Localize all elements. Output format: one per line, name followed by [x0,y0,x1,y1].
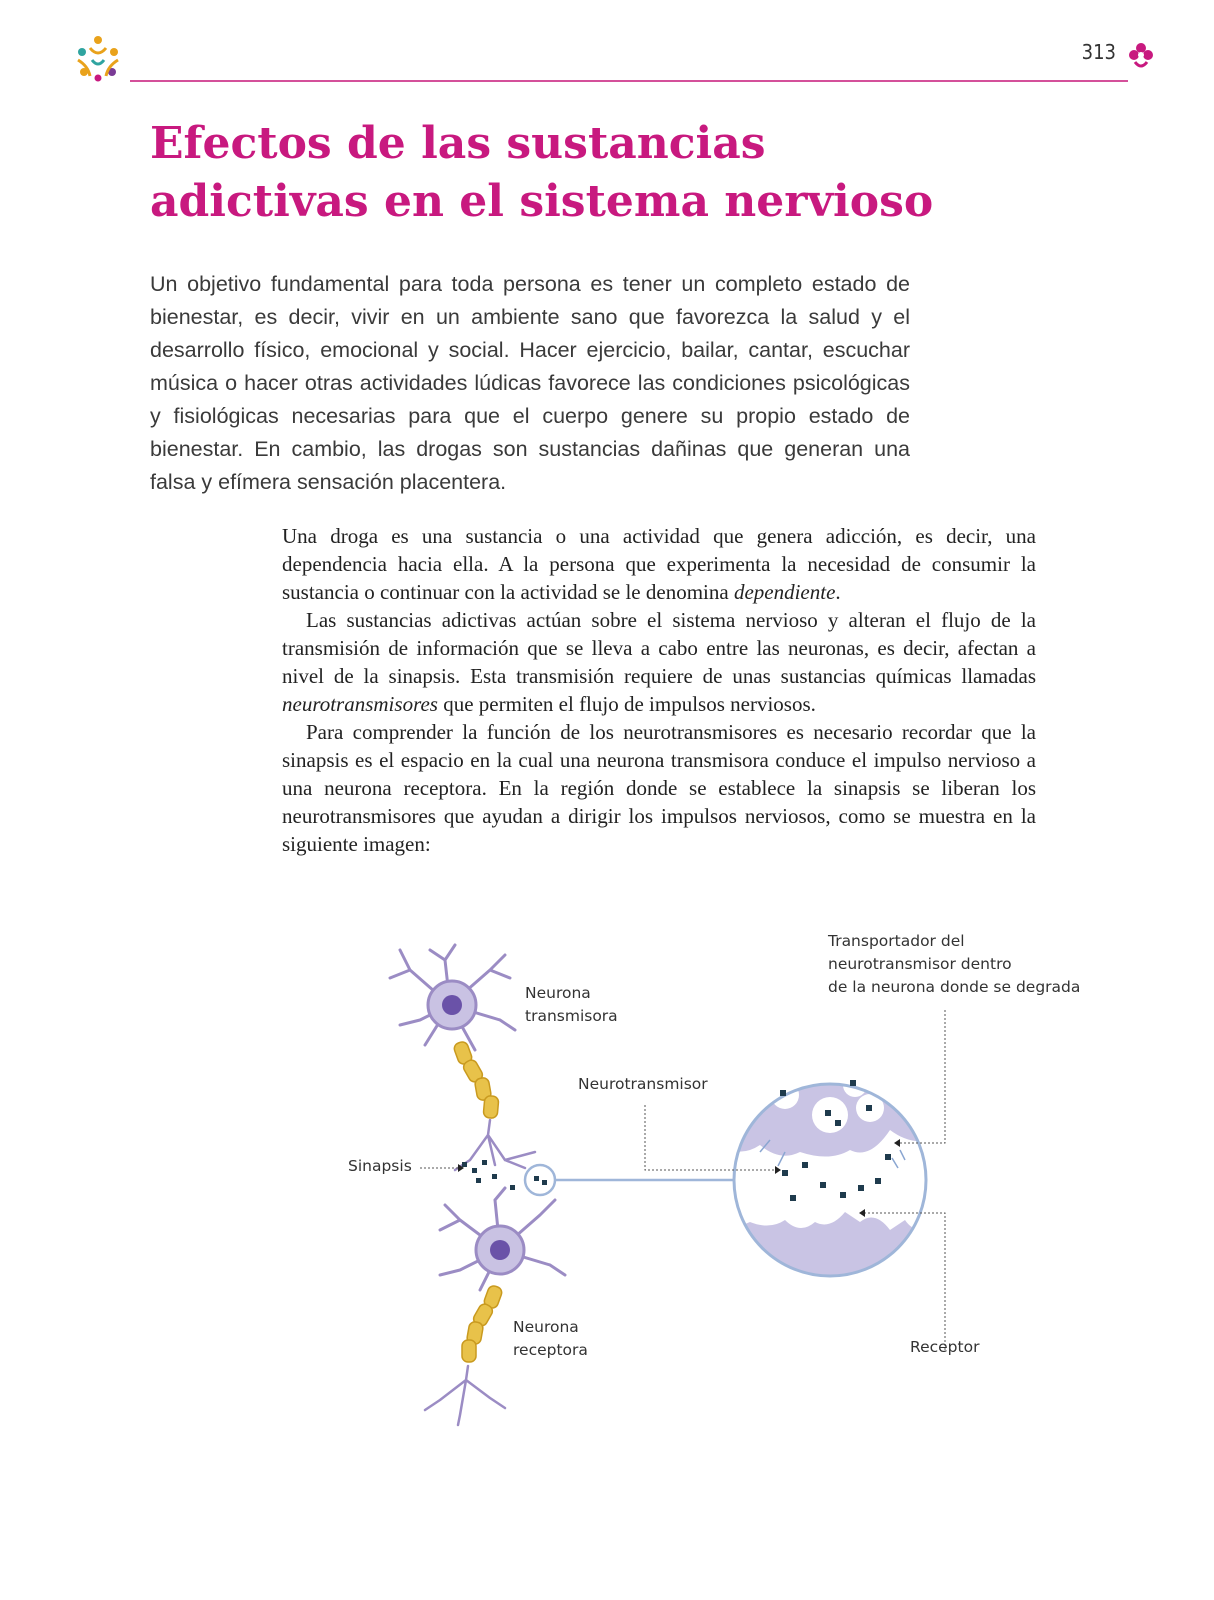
paragraph-droga: Una droga es una sustancia o una actividad que genera adicción, es decir, una dependencia hacia ella. A la persona que experimenta la necesidad de consumir la sustancia o continuar con la actividad se le denomina dependiente. [282,524,1036,604]
term-neurotransmisores: neurotransmisores [282,692,438,716]
label-receptor: Receptor [910,1338,980,1356]
page-title: Efectos de las sustancias adictivas en el sistema nervioso [150,118,934,227]
paragraph-sustancias: Las sustancias adictivas actúan sobre el sistema nervioso y alteran el flujo de la transmisión de información que se lleva a cabo entre las neuronas, es decir, afectan a nivel de la sinapsis. Esta transmisión requiere de unas sustancias químicas llamadas neurotransmisores que permiten el flujo de impulsos nerviosos. [282,608,1036,716]
flower-ornament-icon [1126,40,1156,70]
label-transportador: Transportador del neurotransmisor dentro de la neurona donde se degrada [828,932,1081,996]
body-text [282,522,1036,858]
label-neurona-receptora: Neurona receptora [513,1318,588,1359]
paragraph-sinapsis: Para comprender la función de los neurotransmisores es necesario recordar que la sinapsis es el espacio en la cual una neurona transmisora conduce el impulso nervioso a una neurona receptora. En la región donde se establece la sinapsis se liberan los neurotransmisores que ayudan a dirigir los impulsos nerviosos, como se muestra en la siguiente imagen: [282,720,1036,856]
synapse-diagram [330,930,1120,1450]
people-circle-logo-icon [70,30,126,86]
label-neurotransmisor: Neurotransmisor [578,1075,708,1093]
label-neurona-transmisora: Neurona transmisora [525,984,618,1025]
synapse-illustration [330,930,1120,1450]
intro-paragraph: Un objetivo fundamental para toda persona es tener un completo estado de bienestar, es decir, vivir en un ambiente sano que favorezca la salud y el desarrollo físico, emocional y social. Hacer ejercicio, bailar, cantar, escuchar música o hacer otras actividades lúdicas favorece las condiciones psicológicas y fisiológicas necesarias para que el cuerpo genere su propio estado de bienestar. En cambio, las drogas son sustancias dañinas que generan una falsa y efímera sensación placentera. [150,272,910,494]
page-number: 313 [1081,40,1116,64]
header-rule [130,80,1128,82]
label-sinapsis: Sinapsis [348,1157,412,1175]
term-dependiente: dependiente [733,580,836,604]
